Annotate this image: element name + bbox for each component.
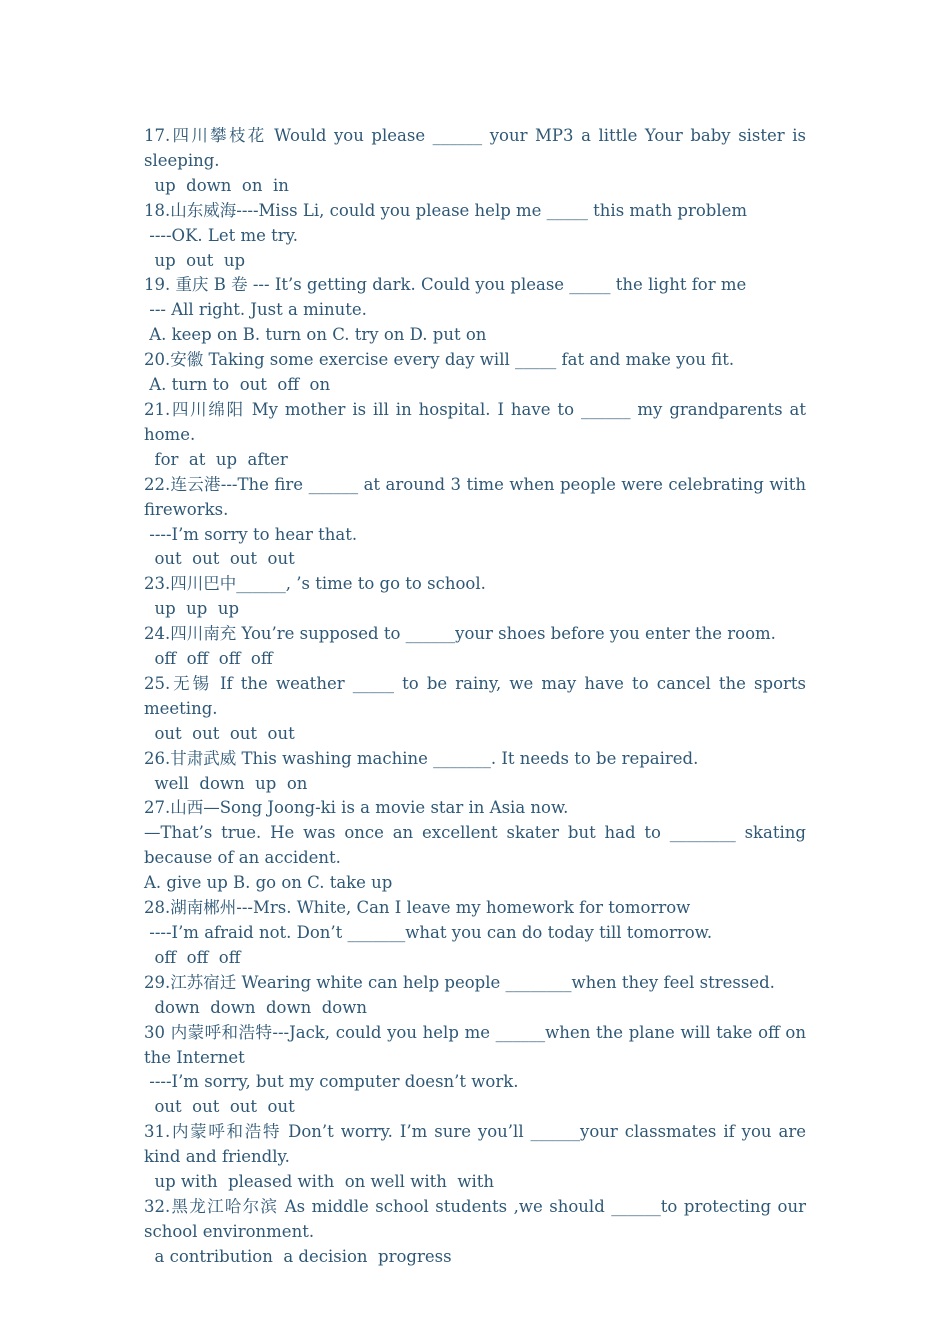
answer-options: up up up bbox=[144, 599, 240, 619]
text-line: 26.甘肃武威 This washing machine _______. It needs to be repaired. bbox=[144, 748, 699, 768]
answer-options: A. give up B. go on C. take up bbox=[144, 873, 393, 893]
text-line: ----I’m sorry, but my computer doesn’t work. bbox=[144, 1072, 519, 1092]
text-line: ----OK. Let me try. bbox=[144, 225, 299, 245]
text-line: 30 内蒙呼和浩特---Jack, could you help me ______when the plane will take off on bbox=[144, 1022, 806, 1042]
text-line: 28.湖南郴州---Mrs. White, Can I leave my homework for tomorrow bbox=[144, 898, 691, 918]
text-line: kind and friendly. bbox=[144, 1147, 290, 1167]
text-line: 25.无锡 If the weather _____ to be rainy, we may have to cancel the sports meeting. bbox=[144, 673, 806, 718]
text-line: —That’s true. He was once an excellent skater but had to ________ skating bbox=[144, 823, 806, 843]
answer-options: off off off off bbox=[144, 649, 273, 669]
answer-options: out out out out bbox=[144, 723, 295, 743]
document-body bbox=[144, 124, 806, 1270]
text-line: 23.四川巴中______, ’s time to go to school. bbox=[144, 574, 486, 594]
text-line: 18.山东威海----Miss Li, could you please help me _____ this math problem bbox=[144, 200, 748, 220]
text-line: the Internet bbox=[144, 1047, 245, 1067]
text-line: 22.连云港---The fire ______ at around 3 time when people were celebrating with bbox=[144, 474, 806, 494]
text-line: because of an accident. bbox=[144, 848, 341, 868]
answer-options: out out out out bbox=[144, 1097, 295, 1117]
answer-options: up out up bbox=[144, 250, 246, 270]
text-line: 31.内蒙呼和浩特 Don’t worry. I’m sure you’ll ______your classmates if you are bbox=[144, 1122, 806, 1142]
answer-options: a contribution a decision progress bbox=[144, 1246, 452, 1266]
answer-options: off off off bbox=[144, 947, 241, 967]
answer-options: out out out out bbox=[144, 549, 295, 569]
answer-options: well down up on bbox=[144, 773, 308, 793]
answer-options: A. keep on B. turn on C. try on D. put on bbox=[144, 325, 487, 345]
text-line: 19. 重庆 B 卷 --- It’s getting dark. Could you please _____ the light for me bbox=[144, 275, 747, 295]
text-line: 17.四川攀枝花 Would you please ______ your MP3 a little Your baby sister is bbox=[144, 126, 806, 145]
text-line: ----I’m afraid not. Don’t _______what you can do today till tomorrow. bbox=[144, 923, 713, 942]
answer-options: up down on in bbox=[144, 175, 289, 195]
text-line: 32.黑龙江哈尔滨 As middle school students ,we should ______to protecting our bbox=[144, 1196, 806, 1216]
text-line: 21.四川绵阳 My mother is ill in hospital. I have to ______ my grandparents at home. bbox=[144, 399, 806, 444]
answer-options: for at up after bbox=[144, 449, 288, 469]
text-line: school environment. bbox=[144, 1221, 315, 1241]
text-line: 29.江苏宿迁 Wearing white can help people ________when they feel stressed. bbox=[144, 972, 775, 992]
text-line: fireworks. bbox=[144, 499, 229, 519]
text-line: --- All right. Just a minute. bbox=[144, 300, 367, 320]
text-line: 24.四川南充 You’re supposed to ______your shoes before you enter the room. bbox=[144, 624, 776, 644]
text-line: sleeping. bbox=[144, 150, 220, 170]
answer-options: up with pleased with on well with with bbox=[144, 1172, 494, 1192]
text-line: 20.安徽 Taking some exercise every day will _____ fat and make you fit. bbox=[144, 350, 735, 370]
text-line: 27.山西—Song Joong-ki is a movie star in Asia now. bbox=[144, 798, 569, 818]
text-line: ----I’m sorry to hear that. bbox=[144, 524, 358, 544]
answer-options: down down down down bbox=[144, 997, 367, 1017]
answer-options: A. turn to out off on bbox=[144, 375, 331, 395]
